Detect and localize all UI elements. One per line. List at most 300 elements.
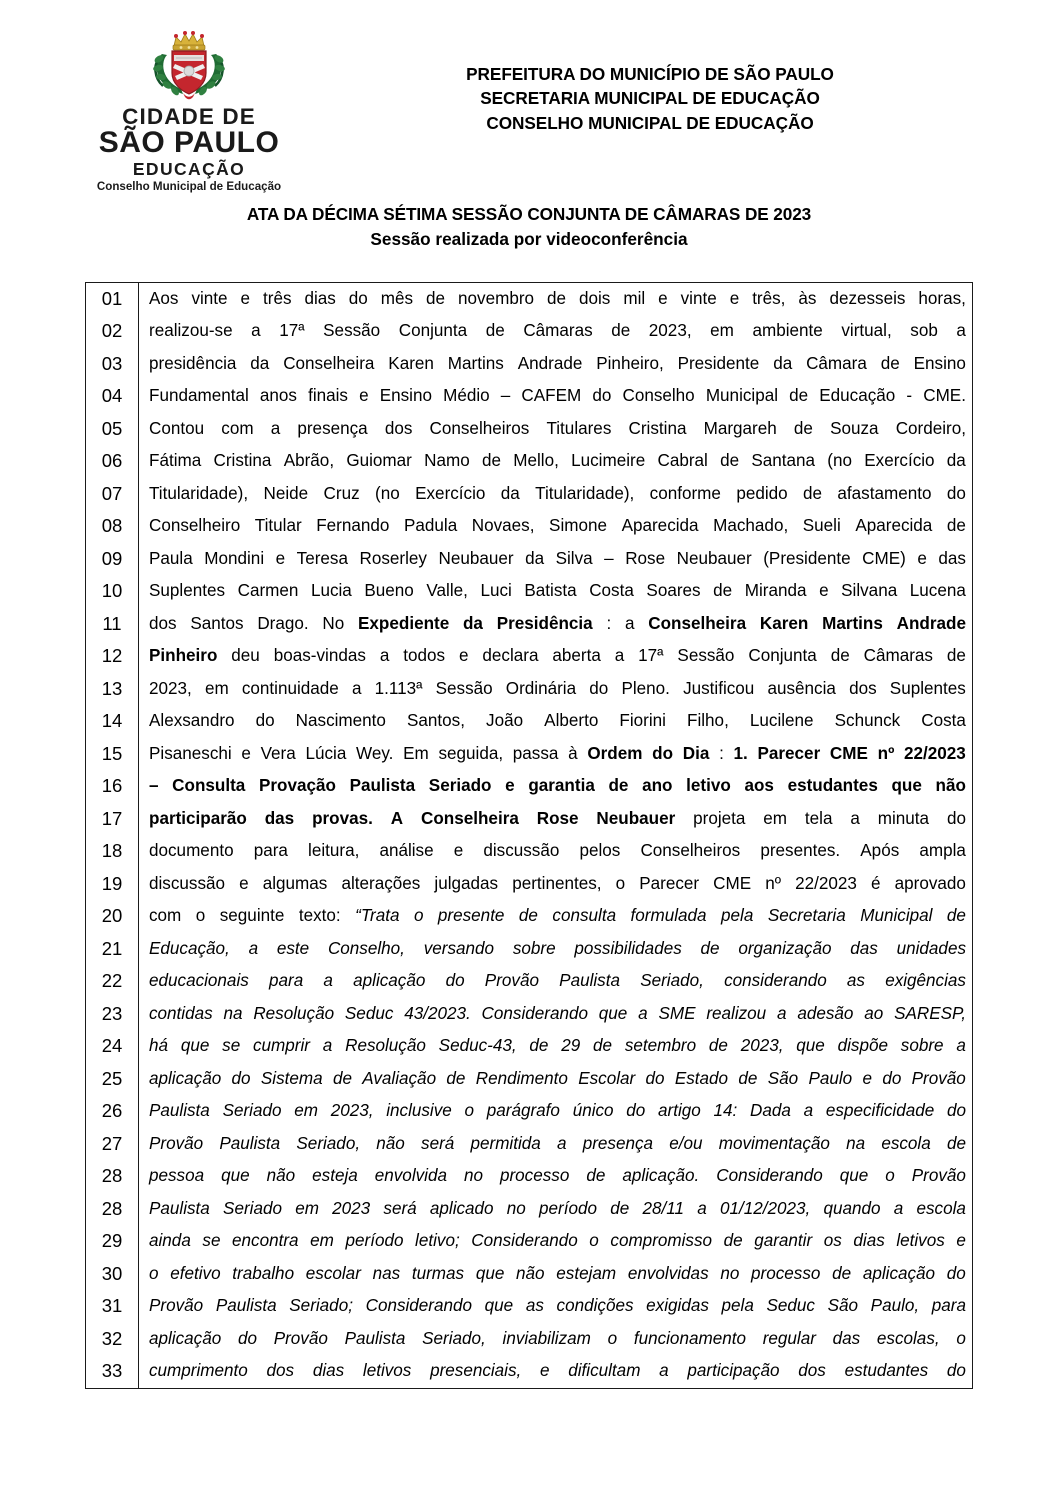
line-word: ano — [642, 776, 673, 796]
line-word: e — [453, 841, 464, 861]
line-word: letivos — [896, 1231, 945, 1251]
line-word: Fátima — [149, 451, 202, 471]
line-word: tela — [804, 808, 833, 828]
line-word: aplicação — [149, 1328, 222, 1348]
line-word: compromisso — [610, 1231, 713, 1251]
line-word: e — [458, 646, 469, 666]
table-row — [86, 1355, 973, 1388]
line-word: adesão — [797, 1003, 854, 1023]
line-word: em — [294, 1101, 318, 1121]
line-word: vinte — [191, 288, 228, 308]
line-word: Silvana — [841, 581, 898, 601]
logo-block — [84, 28, 294, 194]
line-word: turmas — [411, 1263, 465, 1283]
line-word: há — [149, 1036, 169, 1056]
line-word: o — [195, 906, 206, 926]
line-word: e — [729, 288, 740, 308]
line-word: aplicação — [149, 1068, 222, 1088]
line-word: 17ª — [638, 646, 664, 666]
line-word: a — [697, 1198, 707, 1218]
line-word: este — [276, 938, 310, 958]
table-row — [86, 315, 973, 348]
line-number: 06 — [86, 445, 139, 478]
line-word: dois — [579, 288, 611, 308]
line-word: Teresa — [296, 548, 348, 568]
line-word: Mello, — [513, 451, 559, 471]
line-number: 08 — [86, 510, 139, 543]
line-text — [139, 543, 973, 576]
line-word: a — [624, 613, 635, 633]
line-word: do — [946, 1101, 966, 1121]
line-word: da — [500, 483, 520, 503]
line-word: aberta — [552, 646, 601, 666]
table-row — [86, 770, 973, 803]
line-word: Contou — [149, 418, 205, 438]
line-text — [139, 705, 973, 738]
line-word: Costa — [921, 711, 966, 731]
line-word: Ensino — [913, 353, 966, 373]
line-word: efetivo — [170, 1263, 221, 1283]
line-word: Aparecida — [621, 516, 699, 536]
line-word: das — [832, 1328, 861, 1348]
table-row — [86, 348, 973, 381]
line-word: de — [830, 646, 850, 666]
line-word: Conselheira — [283, 353, 375, 373]
line-word: inclusive — [386, 1101, 452, 1121]
line-word: o — [589, 1231, 599, 1251]
line-word: Paulista — [219, 1133, 281, 1153]
line-word: Abrão, — [283, 451, 335, 471]
table-row — [86, 1030, 973, 1063]
line-word: Machado, — [713, 516, 789, 536]
line-number: 25 — [86, 1063, 139, 1096]
header-title-block — [300, 62, 1000, 135]
line-text — [139, 868, 973, 901]
line-word: minuta — [877, 808, 930, 828]
line-word: realizou — [706, 1003, 767, 1023]
line-word: deu — [231, 646, 260, 666]
line-word: Provão — [273, 1328, 328, 1348]
line-word: o — [607, 1328, 618, 1348]
line-word: três, — [752, 288, 786, 308]
line-word: dias — [853, 1231, 885, 1251]
line-word: de — [610, 1198, 630, 1218]
line-word: a — [777, 1003, 787, 1023]
line-word: discussão — [483, 841, 560, 861]
line-word: das — [850, 938, 878, 958]
line-word: Lucilene — [749, 711, 814, 731]
table-row — [86, 1193, 973, 1226]
line-word: todos — [403, 646, 446, 666]
line-word: Câmaras — [863, 646, 933, 666]
line-number: 09 — [86, 543, 139, 576]
line-word: documento — [149, 841, 234, 861]
page-title: ATA DA DÉCIMA SÉTIMA SESSÃO CONJUNTA DE CÂMARAS DE 2023 — [246, 204, 812, 224]
line-word: participarão — [149, 808, 247, 828]
line-word: Cabral — [657, 451, 708, 471]
line-word: e — [359, 386, 369, 406]
line-text — [139, 1160, 973, 1193]
line-word: Andrade — [896, 613, 966, 633]
line-word: Ordinária — [505, 678, 577, 698]
line-word: a — [270, 418, 281, 438]
line-word: Titulares — [546, 418, 612, 438]
line-word: do — [237, 1328, 257, 1348]
line-word: e — [956, 1231, 966, 1251]
line-word: do — [946, 483, 966, 503]
line-word: considerando — [724, 971, 827, 991]
line-word: será — [383, 1198, 417, 1218]
line-word: Médio — [443, 386, 490, 406]
line-word: 01/12/2023, — [719, 1198, 811, 1218]
line-word: Martins — [822, 613, 883, 633]
line-word: seguida, — [438, 743, 504, 763]
line-word: Câmaras — [523, 321, 593, 341]
line-word: Considerando — [471, 1231, 578, 1251]
line-word: presença — [297, 418, 368, 438]
line-word: aplicação. — [622, 1166, 700, 1186]
line-word: setembro — [624, 1036, 697, 1056]
line-word: as — [525, 1296, 544, 1316]
line-word: 2023 — [332, 1198, 371, 1218]
line-text — [139, 900, 973, 933]
line-number: 23 — [86, 998, 139, 1031]
table-row — [86, 1063, 973, 1096]
line-word: Provão — [911, 1166, 966, 1186]
line-text — [139, 1225, 973, 1258]
line-number: 20 — [86, 900, 139, 933]
line-word: mil — [623, 288, 646, 308]
line-word: o — [956, 1328, 966, 1348]
table-row — [86, 835, 973, 868]
line-word: exigências — [885, 971, 966, 991]
line-word: Titularidade), — [149, 483, 249, 503]
line-text — [139, 1128, 973, 1161]
line-word: virtual, — [841, 321, 892, 341]
line-word: Mondini — [204, 548, 265, 568]
line-number: 01 — [86, 282, 139, 315]
line-word: da — [773, 353, 793, 373]
line-word: Justificou — [683, 678, 755, 698]
line-word: que — [221, 1166, 250, 1186]
line-word: encontra — [232, 1231, 299, 1251]
line-word: 22/2023 — [795, 873, 857, 893]
line-word: da — [525, 548, 545, 568]
line-word: que — [839, 1166, 869, 1186]
line-word: análise — [379, 841, 434, 861]
line-word: 14: — [713, 1101, 738, 1121]
table-row — [86, 1290, 973, 1323]
line-word: Seriado, — [422, 1328, 486, 1348]
line-word: escolas, — [876, 1328, 940, 1348]
line-text — [139, 640, 973, 673]
line-word: Conselheira — [648, 613, 747, 633]
line-number: 22 — [86, 965, 139, 998]
table-row — [86, 738, 973, 771]
line-word: Roserley — [359, 548, 427, 568]
line-word: aplicação — [353, 971, 426, 991]
line-word: Pinheiro, — [596, 353, 664, 373]
line-word: Lucena — [909, 581, 966, 601]
line-word: Paulista — [215, 1296, 277, 1316]
line-word: de — [713, 581, 733, 601]
line-word: a — [803, 1101, 814, 1121]
line-word: não — [935, 776, 966, 796]
line-word: para — [269, 971, 304, 991]
line-text — [139, 380, 973, 413]
line-number: 16 — [86, 770, 139, 803]
line-word: a — [323, 971, 333, 991]
line-word: processo — [499, 1166, 570, 1186]
line-word: parágrafo — [486, 1101, 560, 1121]
line-word: Paulista — [559, 971, 620, 991]
line-word: anos — [259, 386, 297, 406]
line-text — [139, 413, 973, 446]
line-number: 14 — [86, 705, 139, 738]
line-text — [139, 933, 973, 966]
line-text — [139, 1323, 973, 1356]
line-text — [139, 738, 973, 771]
line-word: pela — [721, 906, 754, 926]
line-word: Parecer — [757, 743, 821, 763]
line-word: Bueno — [364, 581, 414, 601]
line-word: do — [589, 678, 609, 698]
minutes-table — [85, 282, 973, 1389]
line-word: nas — [372, 1263, 401, 1283]
line-word: SARESP, — [894, 1003, 966, 1023]
line-word: que — [796, 1036, 825, 1056]
line-text — [139, 510, 973, 543]
line-word: de — [832, 1263, 852, 1283]
line-number: 24 — [86, 1030, 139, 1063]
line-word: em — [295, 1198, 319, 1218]
line-word: CME) — [862, 548, 906, 568]
line-word: Wey. — [356, 743, 394, 763]
line-word: e — [239, 873, 249, 893]
line-text — [139, 1063, 973, 1096]
line-word: e — [275, 548, 286, 568]
line-word: ao — [864, 1003, 884, 1023]
line-word: Provão — [484, 971, 539, 991]
line-word: artigo — [658, 1101, 701, 1121]
line-word: Provão — [149, 1296, 204, 1316]
line-number: 04 — [86, 380, 139, 413]
line-word: Alexsandro — [149, 711, 235, 731]
line-word: período — [539, 1198, 598, 1218]
line-word: A — [390, 808, 404, 828]
line-word: 29 — [561, 1036, 581, 1056]
line-word: Paulista — [149, 1101, 210, 1121]
line-word: de — [529, 1036, 549, 1056]
line-word: dos — [798, 1361, 826, 1381]
line-number: 33 — [86, 1355, 139, 1388]
line-number: 18 — [86, 835, 139, 868]
line-word: Fernando — [316, 516, 390, 536]
table-row — [86, 282, 973, 315]
line-word: - — [906, 386, 913, 406]
line-number: 31 — [86, 1290, 139, 1323]
line-word: de — [880, 353, 900, 373]
line-word: Seriado, — [640, 971, 704, 991]
line-word: de — [446, 1068, 466, 1088]
line-word: letivo — [686, 776, 731, 796]
line-word: mês — [380, 288, 414, 308]
line-word: João — [486, 711, 524, 731]
line-word: Paulo — [808, 1068, 853, 1088]
line-word: de — [518, 906, 538, 926]
line-word: São — [767, 1068, 799, 1088]
line-word: escola — [916, 1198, 966, 1218]
line-word: a — [251, 321, 261, 341]
line-word: da — [946, 451, 966, 471]
line-word: do — [946, 1263, 966, 1283]
line-word: para — [931, 1296, 966, 1316]
line-word: Sueli — [802, 516, 841, 536]
table-row — [86, 413, 973, 446]
line-text — [139, 478, 973, 511]
line-word: Conselho — [622, 386, 695, 406]
line-word: Aparecida — [855, 516, 933, 536]
line-text — [139, 1095, 973, 1128]
line-word: Souza — [830, 418, 879, 438]
minutes-table-body — [86, 282, 973, 1388]
line-word: Pisaneschi — [149, 743, 232, 763]
line-word: do — [231, 1068, 251, 1088]
line-number: 32 — [86, 1323, 139, 1356]
line-word: texto: — [298, 906, 341, 926]
line-word: a — [659, 1361, 669, 1381]
line-word: (no — [827, 451, 852, 471]
line-word: Câmara — [806, 353, 867, 373]
table-row — [86, 543, 973, 576]
line-word: Consulta — [172, 776, 246, 796]
line-word: Martins — [447, 353, 504, 373]
line-word: Considerando — [716, 1166, 823, 1186]
line-word: projeta — [693, 808, 746, 828]
line-word: sob — [910, 321, 938, 341]
line-word: escolar — [305, 1263, 361, 1283]
line-word: boas-vindas — [273, 646, 366, 666]
line-word: que — [598, 1003, 628, 1023]
line-word: de — [803, 483, 823, 503]
line-word: estudantes — [787, 776, 878, 796]
line-word: Paulista — [344, 1328, 406, 1348]
line-word: pertinentes, — [512, 873, 602, 893]
line-word: – — [604, 548, 614, 568]
page-subtitle: Sessão realizada por videoconferência — [370, 228, 688, 249]
line-word: a — [956, 321, 966, 341]
line-word: Soares — [646, 581, 701, 601]
line-word: de — [946, 646, 966, 666]
table-row — [86, 380, 973, 413]
line-word: em — [710, 321, 734, 341]
table-row — [86, 640, 973, 673]
line-word: o — [885, 1166, 895, 1186]
line-word: do — [946, 1361, 966, 1381]
line-word: Santos — [190, 613, 244, 633]
table-row — [86, 575, 973, 608]
line-word: letivo; — [415, 1231, 460, 1251]
line-word: em — [310, 1231, 334, 1251]
document-header — [0, 0, 1058, 193]
line-text — [139, 282, 973, 315]
line-word: Paulista — [349, 776, 416, 796]
line-word: do — [882, 1068, 902, 1088]
line-word: Titularidade), — [535, 483, 635, 503]
line-word: algumas — [262, 873, 328, 893]
header-line-secretaria: SECRETARIA MUNICIPAL DE EDUCAÇÃO — [480, 88, 820, 109]
line-word: dificultam — [568, 1361, 641, 1381]
line-word: que — [891, 776, 922, 796]
line-word: a — [893, 1198, 904, 1218]
line-word: CME — [713, 873, 752, 893]
line-word: condições — [556, 1296, 634, 1316]
line-word: Neubauer — [438, 548, 514, 568]
line-word: presentes. — [760, 841, 841, 861]
line-word: contidas — [149, 1003, 213, 1023]
line-word: a — [322, 1036, 333, 1056]
line-word: e — [505, 776, 515, 796]
line-word: Considerando — [481, 1003, 588, 1023]
line-word: à — [568, 743, 578, 763]
line-word: Seriado, — [296, 1133, 361, 1153]
line-word: as — [846, 971, 865, 991]
line-word: afastamento — [837, 483, 932, 503]
line-word: que — [475, 1263, 505, 1283]
line-word: Vera — [260, 743, 296, 763]
line-word: Seriado; — [289, 1296, 353, 1316]
line-word: Schunck — [834, 711, 901, 731]
line-word: presença — [582, 1133, 654, 1153]
line-word: cumprir — [253, 1036, 310, 1056]
line-word: do — [946, 808, 966, 828]
line-word: Rose — [625, 548, 666, 568]
line-word: Provão — [911, 1068, 966, 1088]
line-word: declara — [482, 646, 539, 666]
line-word: na — [846, 1133, 866, 1153]
line-word: Carmen — [237, 581, 299, 601]
line-word: das — [938, 548, 966, 568]
line-word: nº — [877, 743, 895, 763]
line-word: inviabilizam — [502, 1328, 591, 1348]
line-word: realizou-se — [149, 321, 233, 341]
line-word: será — [421, 1133, 455, 1153]
line-word: o — [149, 1263, 159, 1283]
line-word: dias — [304, 288, 336, 308]
line-word: Nascimento — [295, 711, 386, 731]
line-word: Fundamental — [149, 386, 249, 406]
line-word: Ordem — [587, 743, 643, 763]
line-word: a — [248, 938, 259, 958]
line-text — [139, 965, 973, 998]
line-word: Neide — [263, 483, 309, 503]
line-word: exigidas — [646, 1296, 709, 1316]
line-word: Cordeiro, — [895, 418, 966, 438]
line-word: Valle, — [426, 581, 468, 601]
line-word: Guiomar — [346, 451, 412, 471]
line-word: Conjunta — [398, 321, 468, 341]
line-word: 17ª — [279, 321, 305, 341]
line-word: Alberto — [544, 711, 599, 731]
line-word: de — [720, 451, 740, 471]
line-word: Namo — [424, 451, 470, 471]
line-word: Conjunta — [748, 646, 817, 666]
table-row — [86, 673, 973, 706]
table-row — [86, 1323, 973, 1356]
line-word: letivos — [362, 1361, 412, 1381]
line-word: pelos — [579, 841, 621, 861]
line-word: educacionais — [149, 971, 249, 991]
